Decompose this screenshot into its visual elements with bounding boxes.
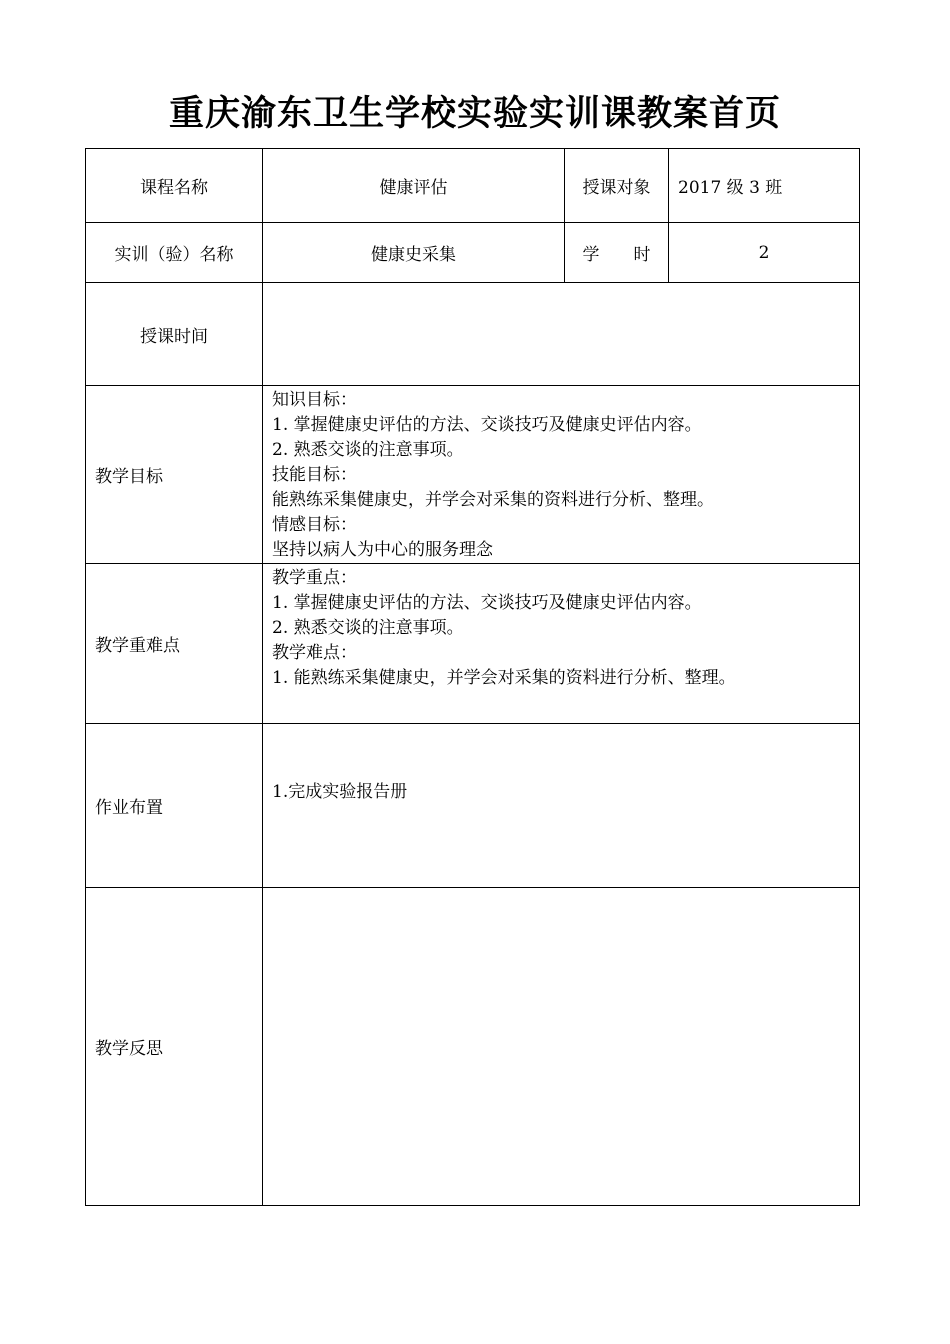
objectives-line: 知识目标： bbox=[272, 390, 357, 410]
class-hours-label bbox=[565, 223, 669, 283]
training-name-value: 健康史采集 bbox=[263, 223, 565, 283]
page-title: 重庆渝东卫生学校实验实训课教案首页 bbox=[168, 94, 781, 134]
homework-content: 1.完成实验报告册 bbox=[263, 724, 860, 888]
teaching-time-label: 授课时间 bbox=[86, 283, 263, 386]
teaching-time-value bbox=[263, 283, 860, 386]
key-points-content bbox=[263, 564, 860, 724]
objectives-line: 能熟练采集健康史，并学会对采集的资料进行分析、整理。 bbox=[272, 490, 714, 510]
objectives-content bbox=[263, 386, 860, 564]
training-row bbox=[86, 223, 860, 283]
key-points-line: 1. 掌握健康史评估的方法、交谈技巧及健康史评估内容。 bbox=[272, 593, 702, 613]
lesson-plan-table bbox=[85, 148, 860, 1206]
class-hours-label-char-1: 学 bbox=[582, 245, 600, 265]
objectives-line: 技能目标： bbox=[272, 465, 357, 485]
objectives-line: 情感目标： bbox=[272, 515, 357, 535]
course-row bbox=[86, 149, 860, 223]
class-hours-value: 2 bbox=[669, 223, 860, 283]
homework-label: 作业布置 bbox=[86, 724, 263, 888]
objectives-row bbox=[86, 386, 860, 564]
course-name-value: 健康评估 bbox=[263, 149, 565, 223]
objectives-label: 教学目标 bbox=[86, 386, 263, 564]
key-points-line: 教学难点： bbox=[272, 643, 357, 663]
time-row bbox=[86, 283, 860, 386]
course-name-label: 课程名称 bbox=[86, 149, 263, 223]
reflection-content bbox=[263, 888, 860, 1206]
reflection-row bbox=[86, 888, 860, 1206]
target-audience-value: 2017 级 3 班 bbox=[669, 149, 860, 223]
reflection-label: 教学反思 bbox=[86, 888, 263, 1206]
key-points-row bbox=[86, 564, 860, 724]
objectives-line: 2. 熟悉交谈的注意事项。 bbox=[272, 440, 464, 460]
homework-row bbox=[86, 724, 860, 888]
training-name-label: 实训（验）名称 bbox=[86, 223, 263, 283]
key-points-line: 1. 能熟练采集健康史，并学会对采集的资料进行分析、整理。 bbox=[272, 668, 736, 688]
key-points-line: 教学重点： bbox=[272, 568, 357, 588]
key-points-line: 2. 熟悉交谈的注意事项。 bbox=[272, 618, 464, 638]
target-audience-label: 授课对象 bbox=[565, 149, 669, 223]
objectives-line: 坚持以病人为中心的服务理念 bbox=[272, 540, 493, 560]
objectives-line: 1. 掌握健康史评估的方法、交谈技巧及健康史评估内容。 bbox=[272, 415, 702, 435]
class-hours-label-char-2: 时 bbox=[633, 245, 651, 265]
key-points-label: 教学重难点 bbox=[86, 564, 263, 724]
